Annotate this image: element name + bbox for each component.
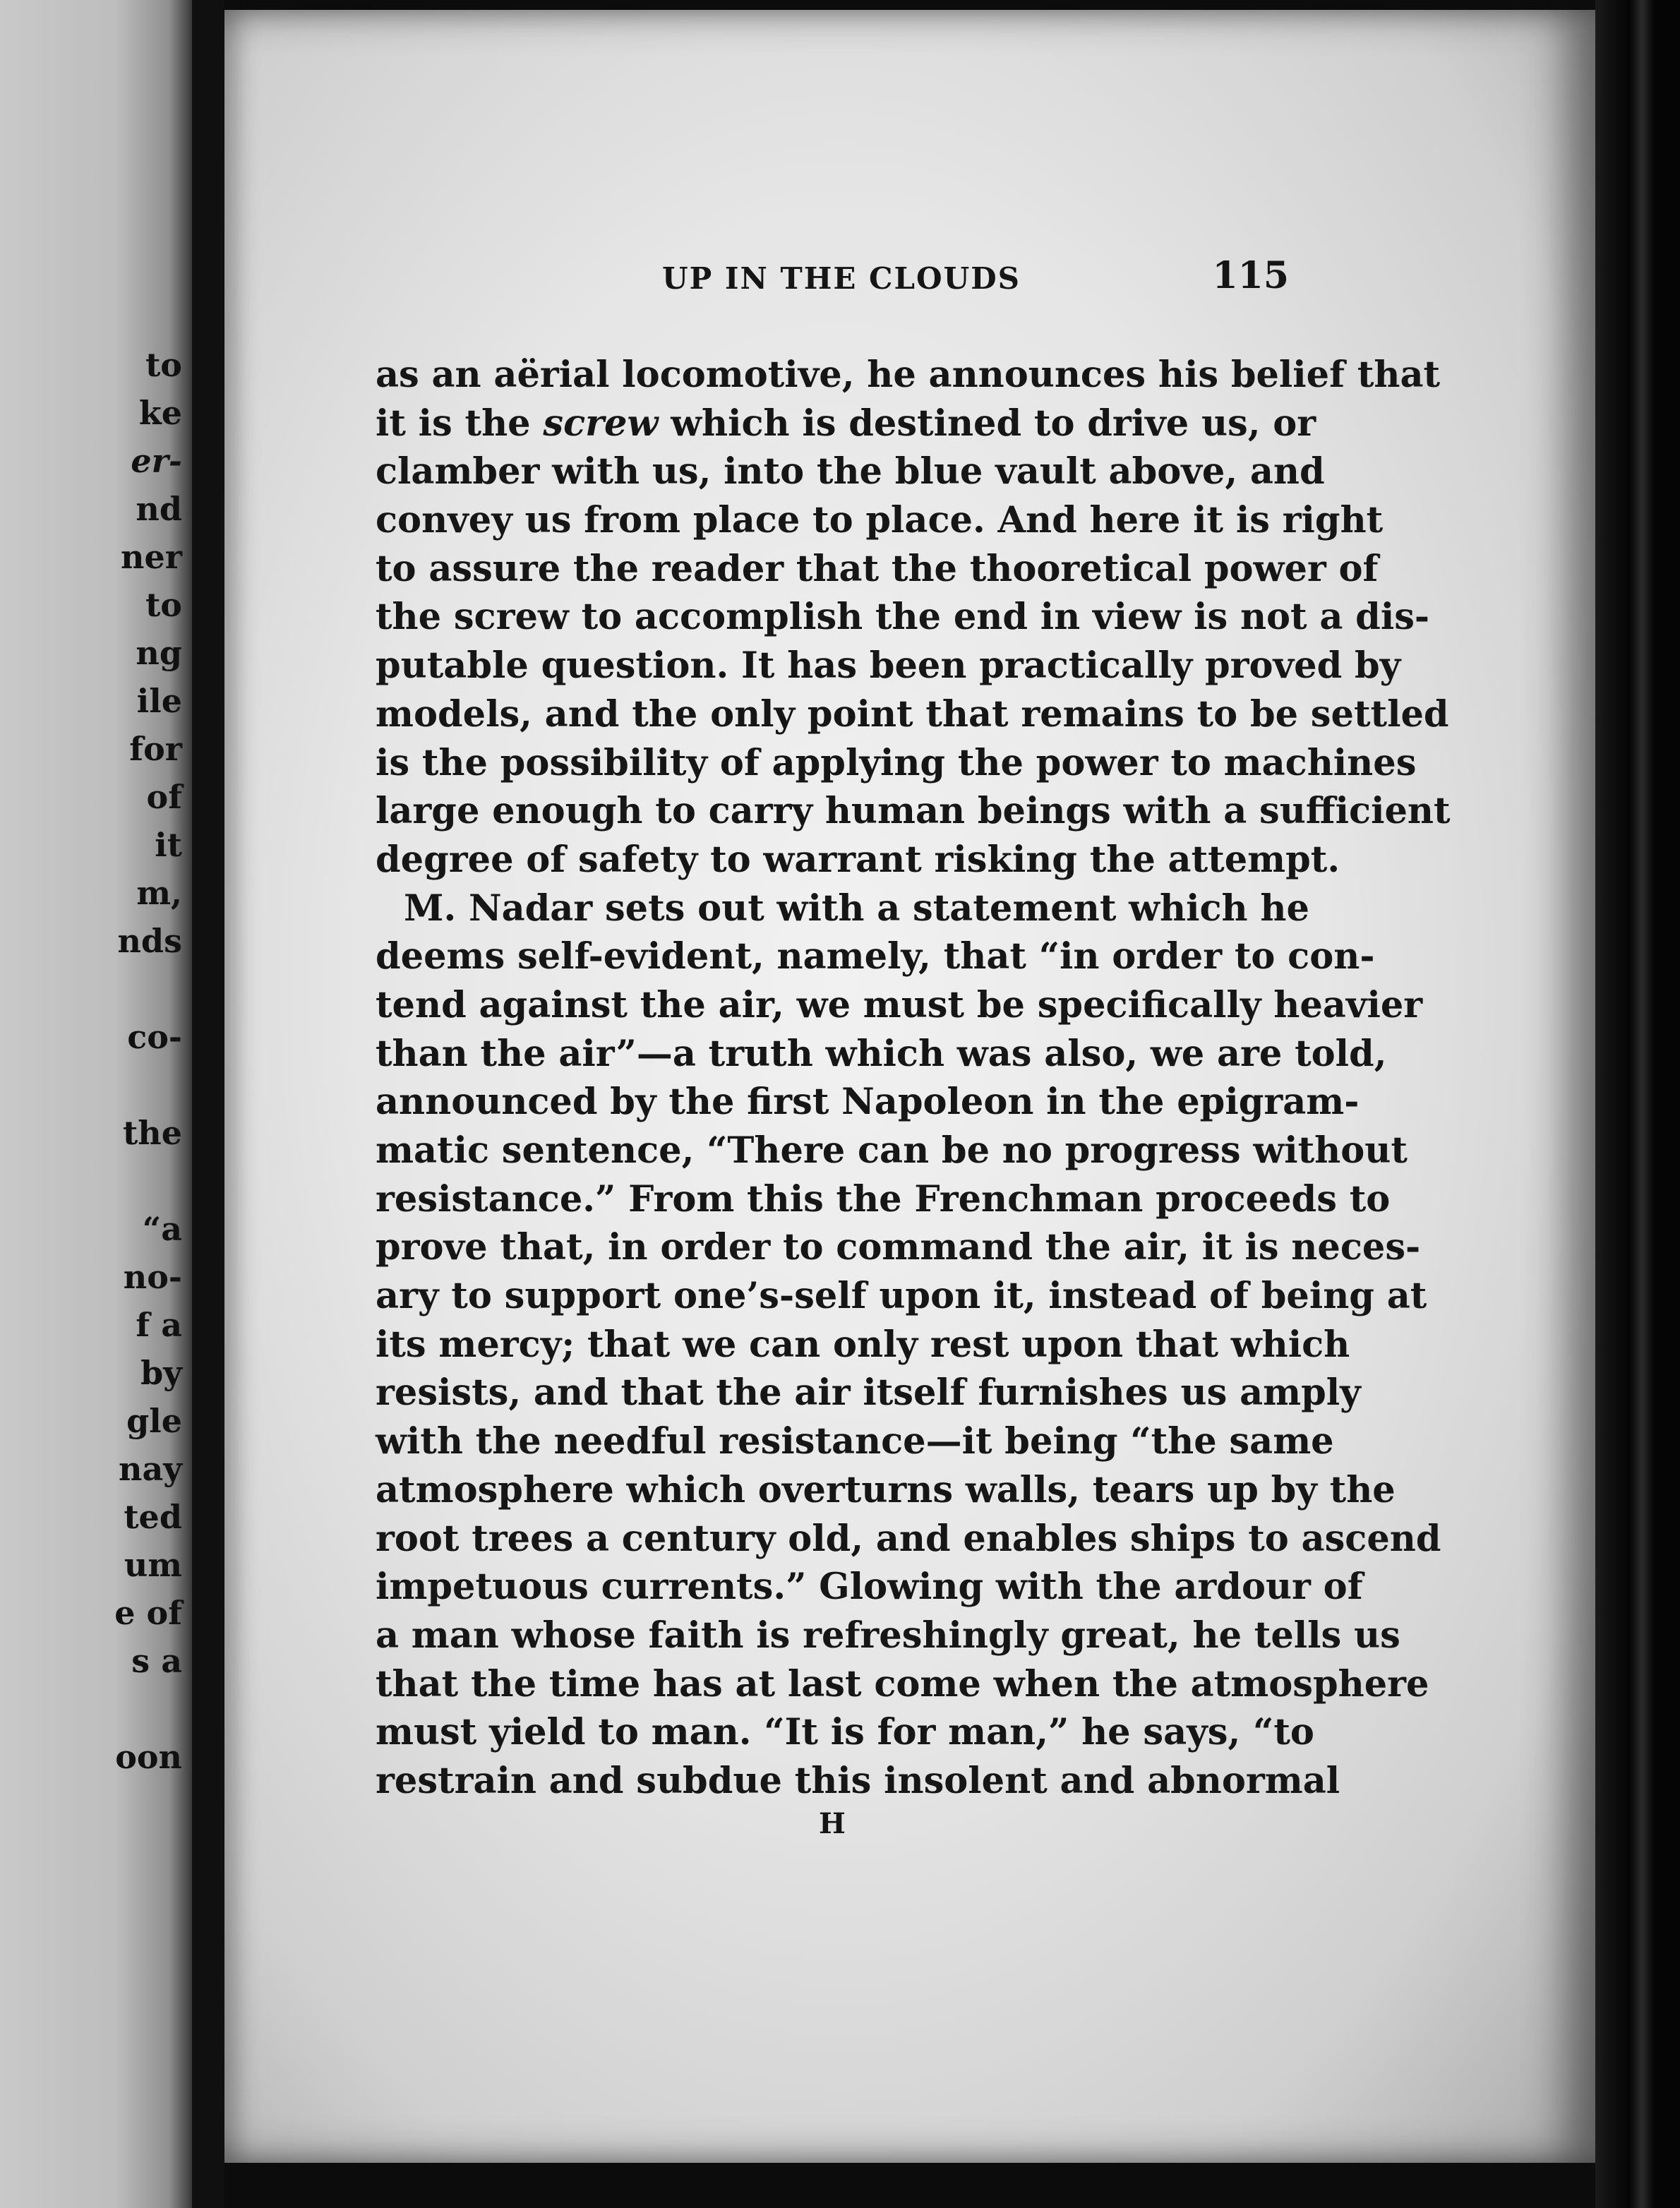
left-page-line: gle: [126, 1402, 182, 1440]
text-line: matic sentence, “There can be no progress without: [376, 1129, 1408, 1172]
left-page-line: s a: [131, 1642, 182, 1680]
body-text: [376, 351, 1451, 1806]
text-line: large enough to carry human beings with a sufficient: [376, 790, 1451, 833]
text-line: restrain and subdue this insolent and abnormal: [376, 1759, 1340, 1802]
text-line: convey us from place to place. And here it is right: [376, 499, 1384, 542]
left-page-line: ke: [138, 394, 182, 432]
left-page-line: the: [123, 1114, 182, 1152]
left-page-line: of: [146, 778, 182, 816]
text-line: announced by the first Napoleon in the epigram-: [376, 1081, 1360, 1124]
text-line: than the air”—a truth which was also, we are told,: [376, 1032, 1387, 1075]
left-page-line: e of: [114, 1594, 182, 1632]
book-gutter: [192, 0, 224, 2208]
text-line: it is the screw which is destined to drive us, or: [376, 402, 1316, 445]
text-line: clamber with us, into the blue vault above, and: [376, 450, 1325, 493]
left-page-line: ile: [136, 682, 182, 720]
left-page-line: “a: [142, 1210, 182, 1248]
book-edge: [1595, 0, 1680, 2208]
text-line: is the possibility of applying the power to machines: [376, 741, 1417, 784]
text-line: a man whose faith is refreshingly great, he tells us: [376, 1614, 1400, 1657]
text-line: tend against the air, we must be specifically heavier: [376, 983, 1423, 1026]
text-line: with the needful resistance—it being “the same: [376, 1420, 1334, 1463]
text-line: models, and the only point that remains to be settled: [376, 692, 1449, 736]
page-header: [438, 254, 1289, 296]
text-line: its mercy; that we can only rest upon that which: [376, 1323, 1350, 1366]
left-page-line: ted: [124, 1498, 182, 1536]
left-page-line: it: [155, 826, 182, 864]
left-page-line: oon: [115, 1738, 182, 1776]
text-line: resistance.” From this the Frenchman proceeds to: [376, 1177, 1391, 1220]
left-page-line: to: [145, 346, 182, 384]
text-line: to assure the reader that the thooretical power of: [376, 547, 1379, 590]
previous-page-fragment: [0, 0, 192, 2208]
left-page-line: for: [129, 730, 182, 768]
text-line: must yield to man. “It is for man,” he says, “to: [376, 1711, 1314, 1754]
left-page-line: nds: [117, 922, 182, 960]
left-page-line: ng: [136, 634, 182, 672]
page-number: 115: [1212, 254, 1289, 297]
left-page-line: by: [140, 1354, 182, 1392]
text-line: as an aërial locomotive, he announces his belief that: [376, 354, 1441, 396]
text-line: deems self-evident, namely, that “in order to con-: [376, 935, 1375, 978]
text-line: degree of safety to warrant risking the attempt.: [376, 838, 1340, 881]
text-line: the screw to accomplish the end in view is not a dis-: [376, 596, 1430, 639]
text-line: atmosphere which overturns walls, tears up by the: [376, 1468, 1396, 1511]
left-page-line: f a: [136, 1306, 182, 1344]
left-page-line: m,: [136, 874, 182, 912]
text-line: resists, and that the air itself furnishes us amply: [376, 1372, 1361, 1415]
left-page-line: um: [124, 1546, 182, 1584]
text-line: prove that, in order to command the air, it is neces-: [376, 1226, 1421, 1269]
text-line: that the time has at last come when the atmosphere: [376, 1662, 1429, 1705]
left-page-line: nd: [136, 490, 182, 528]
text-line: impetuous currents.” Glowing with the ardour of: [376, 1566, 1363, 1609]
text-line: ary to support one’s-self upon it, instead of being at: [376, 1275, 1427, 1318]
left-page-line: co-: [127, 1018, 182, 1056]
left-page-line: to: [145, 586, 182, 624]
left-page-line: nay: [119, 1450, 182, 1488]
text-line: putable question. It has been practically proved by: [376, 644, 1401, 688]
signature-mark: H: [819, 1807, 846, 1840]
text-line: root trees a century old, and enables ships to ascend: [376, 1517, 1441, 1560]
left-page-line: ner: [121, 538, 182, 576]
text-line: M. Nadar sets out with a statement which he: [404, 887, 1309, 930]
running-head: UP IN THE CLOUDS: [662, 261, 1021, 296]
left-page-line: er-: [131, 442, 182, 480]
left-page-line: no-: [123, 1258, 182, 1296]
